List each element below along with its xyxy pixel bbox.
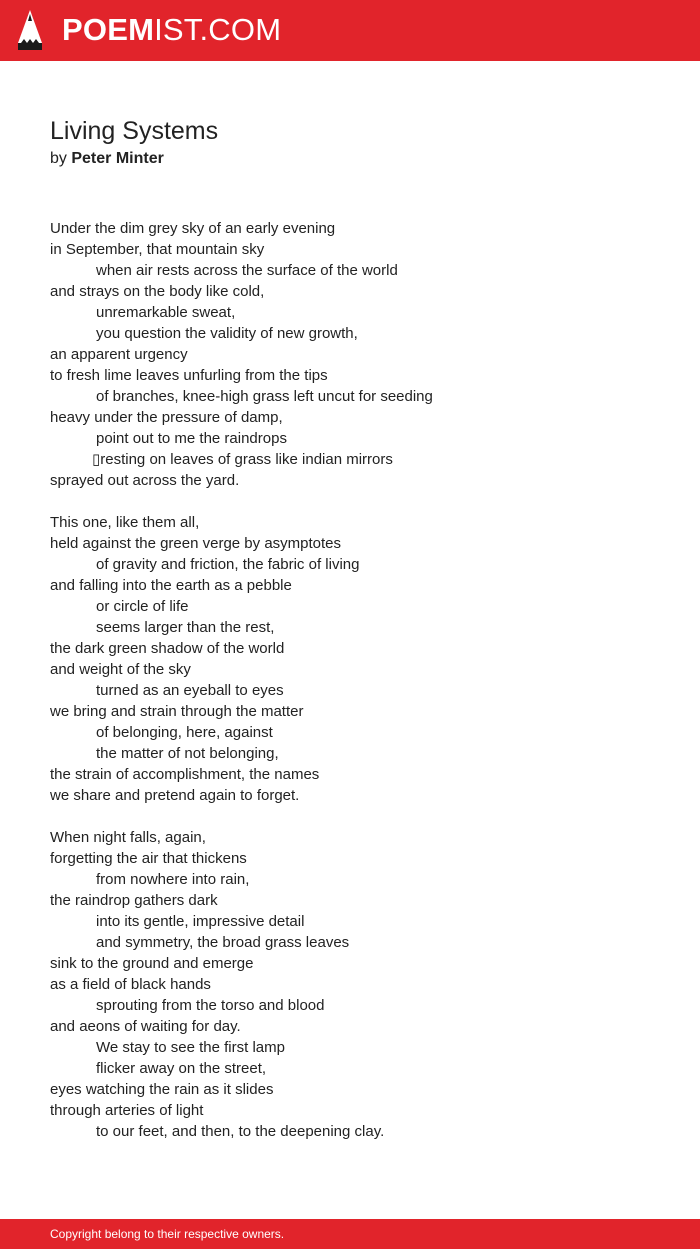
poem-line: sprouting from the torso and blood xyxy=(96,997,325,1014)
poem-line: eyes watching the rain as it slides xyxy=(50,1081,274,1098)
poem-line: ▯resting on leaves of grass like indian mirrors xyxy=(92,451,393,468)
poem-line: to fresh lime leaves unfurling from the tips xyxy=(50,367,328,384)
poem-line: seems larger than the rest, xyxy=(96,619,275,636)
author-name: Peter Minter xyxy=(71,150,164,167)
byline xyxy=(50,148,164,170)
site-logo[interactable] xyxy=(62,12,281,48)
stanza-break xyxy=(50,491,670,512)
logo-text-light: IST.COM xyxy=(154,12,282,47)
poem-line: heavy under the pressure of damp, xyxy=(50,409,283,426)
poem-line: point out to me the raindrops xyxy=(96,430,287,447)
poem-line: we bring and strain through the matter xyxy=(50,703,304,720)
poem-line: We stay to see the first lamp xyxy=(96,1039,285,1056)
poem-line: in September, that mountain sky xyxy=(50,241,265,258)
poem-line: the dark green shadow of the world xyxy=(50,640,285,657)
poem-line: of belonging, here, against xyxy=(96,724,273,741)
stanza-break xyxy=(50,806,670,827)
poem-line: Under the dim grey sky of an early evening xyxy=(50,220,336,237)
poem-line: or circle of life xyxy=(96,598,189,615)
poem-line: turned as an eyeball to eyes xyxy=(96,682,284,699)
poem-line: forgetting the air that thickens xyxy=(50,850,247,867)
poem-line: through arteries of light xyxy=(50,1102,204,1119)
poem-line: into its gentle, impressive detail xyxy=(96,913,305,930)
poem-line: and symmetry, the broad grass leaves xyxy=(96,934,350,951)
poem-line: sink to the ground and emerge xyxy=(50,955,254,972)
poem-line: we share and pretend again to forget. xyxy=(50,787,300,804)
by-label: by xyxy=(50,150,67,167)
poem-line: from nowhere into rain, xyxy=(96,871,250,888)
poem-line: the strain of accomplishment, the names xyxy=(50,766,320,783)
poem-line: flicker away on the street, xyxy=(96,1060,267,1077)
poem-line: the matter of not belonging, xyxy=(96,745,279,762)
poem-line: of branches, knee-high grass left uncut for seeding xyxy=(96,388,433,405)
poem-line: sprayed out across the yard. xyxy=(50,472,240,489)
poem-line: when air rests across the surface of the world xyxy=(96,262,398,279)
poem-line: of gravity and friction, the fabric of living xyxy=(96,556,360,573)
pencil-tip-icon[interactable] xyxy=(17,9,43,51)
site-header xyxy=(0,0,700,61)
poem-line: When night falls, again, xyxy=(50,829,206,846)
poem-line: you question the validity of new growth, xyxy=(96,325,358,342)
site-footer xyxy=(0,1219,700,1249)
poem-line: and weight of the sky xyxy=(50,661,191,678)
poem-line: and strays on the body like cold, xyxy=(50,283,265,300)
poem-line: to our feet, and then, to the deepening clay. xyxy=(96,1123,385,1140)
poem-body xyxy=(50,218,670,1142)
poem-line: and aeons of waiting for day. xyxy=(50,1018,241,1035)
logo-text-strong: POEM xyxy=(62,12,155,47)
poem-line: the raindrop gathers dark xyxy=(50,892,218,909)
poem-line: held against the green verge by asymptotes xyxy=(50,535,342,552)
poem-line: and falling into the earth as a pebble xyxy=(50,577,292,594)
poem-title: Living Systems xyxy=(50,117,219,145)
copyright-text: Copyright belong to their respective owners. xyxy=(50,1227,285,1241)
poem-line: unremarkable sweat, xyxy=(96,304,236,321)
poem-line: This one, like them all, xyxy=(50,514,200,531)
poem-line: as a field of black hands xyxy=(50,976,211,993)
poem-line: an apparent urgency xyxy=(50,346,188,363)
